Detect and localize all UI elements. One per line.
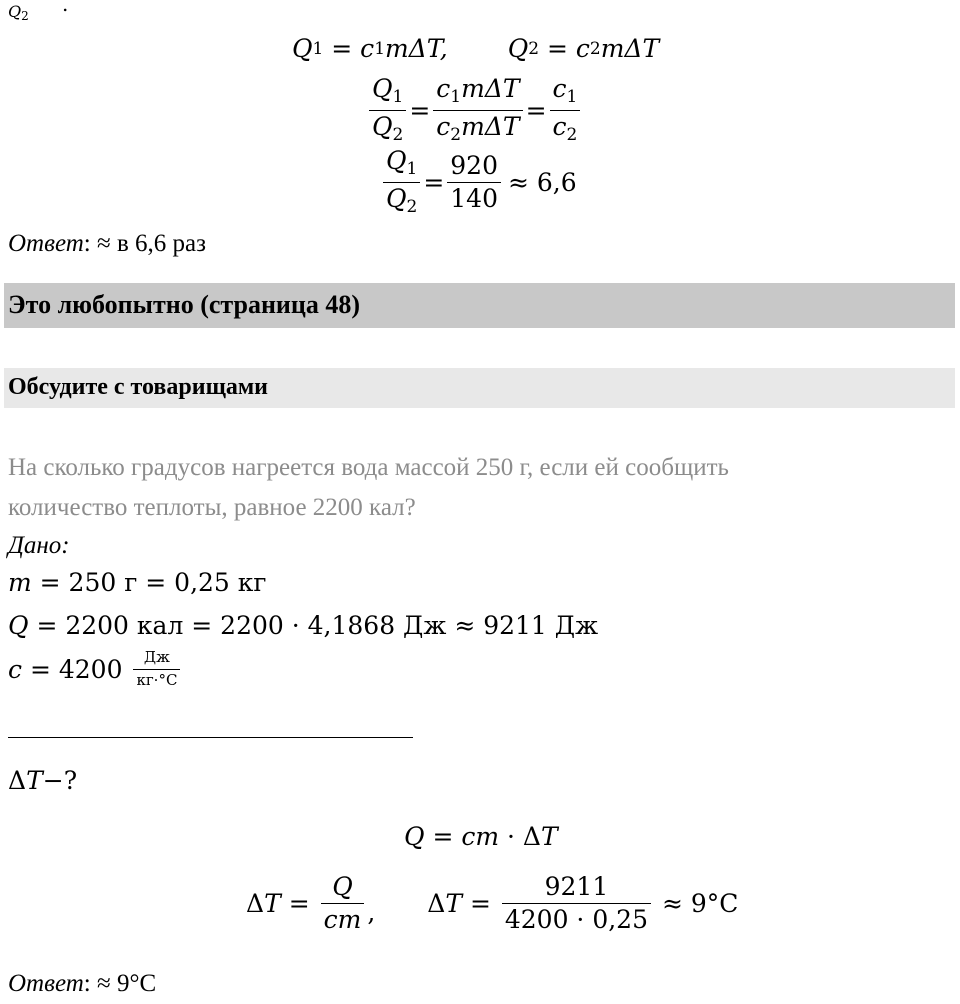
heat-value: = 2200 кал = 2200 · 4,1868 Дж ≈ 9211 Дж	[28, 611, 599, 640]
subscript: 1	[392, 87, 404, 107]
symbol-t: T	[26, 766, 43, 795]
find-delta-t	[8, 766, 77, 795]
given-label: Дано:	[8, 532, 70, 559]
symbol-c: c	[575, 34, 590, 63]
specific-heat-value: = 4200	[22, 654, 131, 684]
symbol-c: c	[360, 34, 375, 63]
subscript: 2	[528, 38, 540, 59]
symbol-q: Q	[404, 822, 425, 851]
top-fragment	[8, 0, 69, 23]
formula-delta-t-result	[246, 874, 738, 934]
formula-q1-q2-definition	[292, 34, 659, 63]
unit-denominator: кг·°С	[133, 669, 180, 689]
symbol-q: Q	[372, 111, 393, 141]
equals: =	[423, 167, 445, 197]
fraction-q1-q2	[369, 76, 406, 145]
delta-symbol: Δ	[246, 889, 265, 919]
subscript: 1	[406, 159, 418, 179]
formula-ratio-numeric	[380, 148, 577, 217]
fraction-c1-c2	[550, 76, 581, 145]
answer-label: Ответ	[8, 230, 84, 257]
numerator: 920	[450, 150, 498, 180]
comma: ,	[367, 898, 376, 928]
question-line-2: количество теплоты, равное 2200 кал?	[8, 494, 416, 521]
formula-q-cm-dt	[404, 822, 558, 851]
mass-delta-t: mΔT	[461, 74, 520, 103]
section-title-text: Это любопытно (страница 48)	[8, 290, 361, 319]
symbol-q: Q	[372, 74, 393, 103]
symbol-c: c	[552, 111, 567, 141]
equals: =	[424, 822, 462, 851]
question-text	[8, 448, 729, 528]
numerator: 9211	[544, 872, 609, 901]
symbol-c: c	[8, 654, 23, 684]
section-title-discuss	[4, 368, 955, 408]
mass-delta-t: mΔT,	[385, 34, 448, 63]
symbol-cm: cm	[461, 822, 500, 851]
symbol-t: T	[540, 822, 558, 851]
equals: =	[323, 34, 361, 63]
delta-symbol: Δ	[8, 766, 27, 795]
question-mark: −?	[42, 766, 78, 795]
subscript: 2	[392, 124, 404, 145]
fraction-q-cm	[321, 874, 365, 934]
answer-text: : ≈ 9°С	[83, 970, 157, 997]
given-heat	[8, 611, 598, 640]
equals: =	[525, 95, 547, 125]
answer-label: Ответ	[8, 970, 84, 997]
denominator: cm	[321, 903, 365, 933]
q-sub: 2	[21, 9, 29, 23]
symbol-c: c	[436, 74, 451, 103]
equals: =	[280, 889, 318, 919]
section-title-text: Обсудите с товарищами	[8, 374, 269, 400]
unit-fraction	[133, 650, 180, 689]
subscript: 2	[566, 124, 578, 145]
numerator: Q	[332, 872, 353, 901]
mass-delta-t: mΔT	[600, 34, 660, 63]
unit-numerator: Дж	[143, 648, 170, 666]
approx-result: ≈ 9°С	[654, 889, 739, 919]
given-mass	[8, 568, 267, 597]
q-letter: Q	[8, 2, 22, 21]
approx-result: ≈ 6,6	[508, 167, 577, 197]
symbol-t: T	[264, 889, 281, 919]
subscript: 1	[450, 87, 462, 107]
denominator: 4200 · 0,25	[502, 903, 651, 933]
mass-value: = 250 г = 0,25 кг	[31, 568, 267, 597]
subscript: 2	[589, 38, 601, 59]
answer-2	[8, 970, 156, 998]
denominator: 140	[447, 182, 501, 212]
subscript: 2	[406, 196, 418, 217]
symbol-q: Q	[8, 611, 29, 640]
given-separator	[8, 737, 413, 738]
symbol-q: Q	[292, 34, 313, 63]
fraction-c-m-dt	[433, 76, 522, 145]
question-line-1: На сколько градусов нагреется вода массой 250 г, если ей сообщить	[8, 454, 729, 481]
delta-symbol: Δ	[427, 889, 446, 919]
symbol-t: T	[445, 889, 463, 919]
symbol-c: c	[436, 111, 451, 141]
fraction-920-140	[447, 150, 501, 213]
answer-1	[8, 230, 206, 258]
mass-delta-t: mΔT	[461, 111, 520, 141]
subscript: 1	[566, 87, 578, 107]
symbol-c: c	[552, 74, 567, 103]
subscript: 1	[312, 38, 324, 59]
answer-text: : ≈ в 6,6 раз	[83, 230, 206, 257]
equals: =	[462, 889, 499, 919]
equals: =	[539, 34, 576, 63]
subscript: 1	[374, 38, 386, 59]
formula-ratio-c	[366, 76, 583, 145]
equals: =	[409, 95, 431, 125]
symbol-q: Q	[386, 146, 407, 175]
given-specific-heat	[8, 650, 183, 689]
section-title-interesting	[4, 283, 955, 328]
fraction-9211	[502, 874, 651, 934]
dot: .	[62, 0, 69, 16]
symbol-q: Q	[507, 34, 529, 63]
symbol-q: Q	[386, 183, 407, 213]
subscript: 2	[450, 124, 462, 145]
symbol-m: m	[8, 568, 32, 597]
dot-delta: · Δ	[499, 822, 541, 851]
fraction-q1-q2	[383, 148, 420, 217]
